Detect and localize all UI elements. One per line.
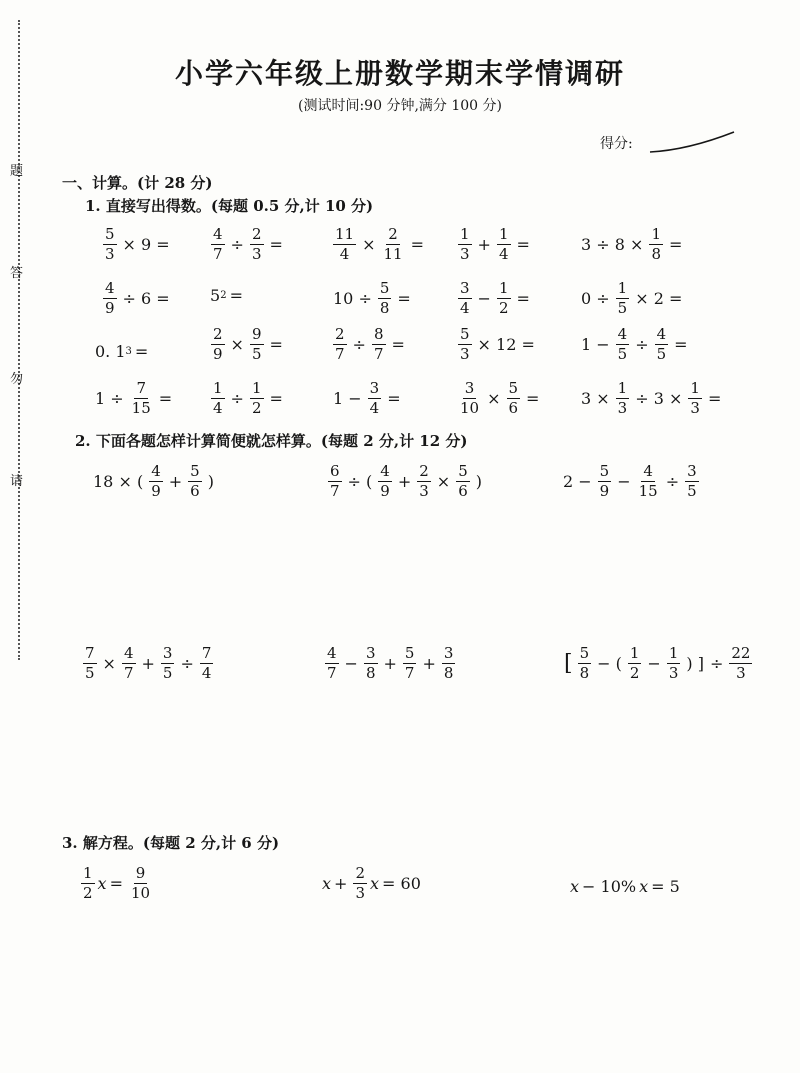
operator: × xyxy=(230,334,244,354)
calc-item xyxy=(92,380,175,416)
numerator: 5 xyxy=(579,644,590,662)
operator: ÷ xyxy=(230,234,244,254)
numerator: 9 xyxy=(251,325,262,343)
denominator: 8 xyxy=(379,298,390,317)
operator: + xyxy=(383,653,397,673)
calc-item xyxy=(100,280,173,316)
fraction xyxy=(688,380,702,416)
numerator: 4 xyxy=(617,325,628,343)
numerator: 2 xyxy=(388,225,398,243)
operator: ÷ xyxy=(635,334,649,354)
numerator: 3 xyxy=(687,462,697,480)
calc-item xyxy=(208,380,286,416)
calc-item xyxy=(208,326,286,362)
calc-item xyxy=(455,380,542,416)
denominator: 8 xyxy=(579,663,590,682)
fraction xyxy=(497,226,511,262)
margin-char: 请 xyxy=(10,474,24,489)
denominator: 3 xyxy=(460,244,470,263)
numerator: 5 xyxy=(379,279,390,297)
calc-item xyxy=(208,226,286,262)
numerator: 3 xyxy=(443,644,454,662)
denominator: 15 xyxy=(131,398,151,417)
fraction xyxy=(83,645,97,681)
denominator: 5 xyxy=(656,344,667,363)
denominator: 8 xyxy=(365,663,376,682)
denominator: 3 xyxy=(736,663,746,682)
fraction xyxy=(368,380,382,416)
question-heading: 1. 直接写出得数。(每题 0.5 分,计 10 分) xyxy=(85,197,374,215)
score-label: 得分: xyxy=(600,136,633,152)
equation-item xyxy=(78,865,155,901)
numerator: 5 xyxy=(460,325,470,343)
operator: 1 − xyxy=(333,388,362,408)
variable: x xyxy=(322,873,332,893)
numerator: 9 xyxy=(135,864,146,882)
denominator: 9 xyxy=(105,298,115,317)
operator: + xyxy=(168,471,183,491)
operator: = xyxy=(229,286,243,305)
operator: × xyxy=(487,388,501,408)
question-heading: 2. 下面各题怎样计算简便就怎样算。(每题 2 分,计 12 分) xyxy=(75,432,468,450)
fraction xyxy=(130,380,153,416)
denominator: 8 xyxy=(443,663,454,682)
operator: 10 ÷ xyxy=(333,288,372,308)
operator: ÷ 3 × xyxy=(635,388,683,408)
numerator: 4 xyxy=(213,225,223,243)
exam-subtitle: (测试时间:90 分钟,满分 100 分) xyxy=(298,98,502,114)
operator: = 60 xyxy=(382,873,421,893)
numerator: 1 xyxy=(651,225,661,243)
numerator: 5 xyxy=(508,379,519,397)
numerator: 1 xyxy=(251,379,262,397)
fraction xyxy=(103,226,117,262)
fraction xyxy=(81,865,95,901)
denominator: 3 xyxy=(617,398,628,417)
operator: = xyxy=(391,334,405,354)
calc-item xyxy=(90,463,217,499)
fraction xyxy=(616,280,630,316)
question-heading: 3. 解方程。(每题 2 分,计 6 分) xyxy=(62,834,280,852)
fraction xyxy=(103,280,117,316)
denominator: 7 xyxy=(404,663,415,682)
numerator: 1 xyxy=(629,644,640,662)
denominator: 9 xyxy=(380,481,390,500)
denominator: 10 xyxy=(130,883,151,902)
operator: − xyxy=(477,288,491,308)
variable: x xyxy=(97,873,107,893)
numerator: 8 xyxy=(373,325,384,343)
fraction xyxy=(729,645,752,681)
operator: = xyxy=(410,234,424,254)
fraction xyxy=(372,326,386,362)
numerator: 3 xyxy=(464,379,475,397)
fraction xyxy=(122,645,136,681)
denominator: 8 xyxy=(651,244,661,263)
calc-item xyxy=(578,326,691,362)
fraction xyxy=(129,865,152,901)
fraction xyxy=(325,645,339,681)
operator: + xyxy=(397,471,412,491)
fraction xyxy=(333,226,356,262)
denominator: 9 xyxy=(213,344,223,363)
operator: 18 × ( xyxy=(93,471,144,491)
binding-margin-dots xyxy=(18,20,20,660)
denominator: 15 xyxy=(638,481,658,500)
fraction xyxy=(250,326,264,362)
numerator: 1 xyxy=(83,864,93,882)
fraction xyxy=(378,280,392,316)
numerator: 5 xyxy=(190,462,200,480)
operator: = xyxy=(674,334,688,354)
fraction xyxy=(458,326,472,362)
denominator: 7 xyxy=(373,344,384,363)
denominator: 6 xyxy=(458,481,468,500)
denominator: 3 xyxy=(460,344,470,363)
operator: ÷ xyxy=(665,471,680,491)
power-base: 5 xyxy=(210,286,221,305)
margin-char: 题 xyxy=(10,164,24,179)
denominator: 5 xyxy=(687,481,697,500)
denominator: 7 xyxy=(335,344,345,363)
numerator: 11 xyxy=(335,225,355,243)
fraction xyxy=(353,865,367,901)
variable: x xyxy=(639,877,649,896)
operator: = xyxy=(387,388,401,408)
denominator: 3 xyxy=(419,481,429,500)
numerator: 7 xyxy=(85,644,95,662)
operator: ÷ 6 = xyxy=(122,288,170,308)
denominator: 5 xyxy=(617,298,628,317)
denominator: 9 xyxy=(599,481,610,500)
numerator: 4 xyxy=(151,462,161,480)
operator: = xyxy=(668,234,683,254)
calc-item xyxy=(578,380,724,416)
power-exponent: 2 xyxy=(220,290,227,301)
fraction xyxy=(250,226,264,262)
numerator: 5 xyxy=(599,462,610,480)
fraction xyxy=(458,380,481,416)
operator: = xyxy=(109,873,123,893)
fraction xyxy=(507,380,521,416)
operator: ) ] xyxy=(686,653,704,673)
power-exponent: 3 xyxy=(125,346,132,357)
operator: ÷ xyxy=(180,653,194,673)
fraction xyxy=(364,645,378,681)
calc-item xyxy=(455,280,533,316)
fraction xyxy=(578,645,592,681)
margin-char: 答 xyxy=(10,266,24,281)
operator: × 12 = xyxy=(477,334,535,354)
numerator: 3 xyxy=(369,379,380,397)
numerator: 5 xyxy=(458,462,468,480)
fraction xyxy=(497,280,511,316)
operator: 2 − xyxy=(563,471,592,491)
denominator: 3 xyxy=(690,398,700,417)
operator: ) xyxy=(475,471,482,491)
operator: = xyxy=(707,388,722,408)
numerator: 1 xyxy=(617,279,628,297)
fraction xyxy=(211,326,225,362)
variable: x xyxy=(369,873,380,893)
operator: × 9 = xyxy=(122,234,170,254)
calc-item xyxy=(562,645,755,681)
numerator: 4 xyxy=(380,462,390,480)
fraction xyxy=(637,463,660,499)
power-base: 0. 1 xyxy=(95,342,126,361)
numerator: 1 xyxy=(690,379,700,397)
fraction xyxy=(458,280,472,316)
operator: × xyxy=(436,471,451,491)
numerator: 2 xyxy=(355,864,365,882)
fraction xyxy=(616,380,630,416)
numerator: 5 xyxy=(105,225,115,243)
numerator: 3 xyxy=(460,279,470,297)
calc-item xyxy=(455,226,533,262)
fraction xyxy=(188,463,202,499)
fraction xyxy=(328,463,342,499)
denominator: 2 xyxy=(251,398,262,417)
operator: + xyxy=(334,873,348,893)
numerator: 4 xyxy=(105,279,115,297)
calc-item xyxy=(330,280,414,316)
denominator: 11 xyxy=(383,244,403,263)
score-line xyxy=(648,128,738,158)
calc-item xyxy=(95,342,151,361)
fraction xyxy=(211,380,225,416)
denominator: 10 xyxy=(460,398,480,417)
denominator: 5 xyxy=(617,344,628,363)
numerator: 6 xyxy=(330,462,340,480)
operator: = xyxy=(516,234,530,254)
numerator: 3 xyxy=(162,644,173,662)
operator: 0 ÷ xyxy=(581,288,610,308)
fraction xyxy=(456,463,470,499)
numerator: 2 xyxy=(251,225,262,243)
operator: ÷ xyxy=(709,653,724,673)
denominator: 4 xyxy=(201,663,212,682)
denominator: 7 xyxy=(123,663,134,682)
calc-item xyxy=(578,280,685,316)
fraction xyxy=(442,645,456,681)
denominator: 3 xyxy=(251,244,262,263)
page-title: 小学六年级上册数学期末学情调研 xyxy=(174,57,625,90)
denominator: 4 xyxy=(460,298,470,317)
calc-item xyxy=(578,226,685,262)
numerator: 2 xyxy=(213,325,223,343)
fraction xyxy=(161,645,175,681)
fraction xyxy=(250,380,264,416)
numerator: 5 xyxy=(404,644,415,662)
operator: + xyxy=(477,234,491,254)
operator: × 2 = xyxy=(635,288,683,308)
calc-item xyxy=(455,326,538,362)
denominator: 5 xyxy=(251,344,262,363)
operator: ÷ xyxy=(230,388,244,408)
numerator: 7 xyxy=(136,379,146,397)
operator: = xyxy=(269,388,283,408)
fraction xyxy=(200,645,214,681)
calc-item xyxy=(322,645,458,681)
operator: = xyxy=(397,288,411,308)
operator: − ( xyxy=(597,653,622,673)
operator: ) xyxy=(207,471,214,491)
numerator: 7 xyxy=(201,644,212,662)
operator: − 10% xyxy=(582,877,637,896)
numerator: 4 xyxy=(656,325,667,343)
operator: ÷ xyxy=(352,334,366,354)
fraction xyxy=(211,226,225,262)
fraction xyxy=(417,463,431,499)
calc-item xyxy=(330,380,404,416)
operator: = xyxy=(269,234,283,254)
calc-item xyxy=(330,226,427,262)
denominator: 3 xyxy=(105,244,115,263)
operator: − xyxy=(344,653,358,673)
fraction xyxy=(685,463,699,499)
numerator: 2 xyxy=(335,325,345,343)
operator: × xyxy=(362,234,376,254)
numerator: 2 xyxy=(419,462,429,480)
calc-item xyxy=(325,463,485,499)
fraction xyxy=(616,326,630,362)
operator: 1 − xyxy=(581,334,610,354)
denominator: 4 xyxy=(213,398,223,417)
fraction xyxy=(649,226,663,262)
equation-item xyxy=(570,877,683,896)
numerator: 22 xyxy=(731,644,751,662)
operator: + xyxy=(422,653,436,673)
denominator: 7 xyxy=(213,244,223,263)
fraction xyxy=(382,226,405,262)
operator: = 5 xyxy=(651,877,680,896)
denominator: 6 xyxy=(508,398,519,417)
calc-item xyxy=(80,645,216,681)
numerator: 1 xyxy=(213,379,223,397)
fraction xyxy=(378,463,392,499)
calc-item xyxy=(330,326,408,362)
fraction xyxy=(149,463,163,499)
numerator: 3 xyxy=(365,644,376,662)
operator: ÷ ( xyxy=(347,471,373,491)
operator: × xyxy=(102,653,116,673)
denominator: 2 xyxy=(83,883,93,902)
numerator: 1 xyxy=(498,225,509,243)
numerator: 4 xyxy=(643,462,653,480)
operator: = xyxy=(134,342,149,361)
fraction xyxy=(667,645,681,681)
operator: + xyxy=(141,653,155,673)
margin-char: 勿 xyxy=(10,372,24,387)
operator: 3 ÷ 8 × xyxy=(581,234,644,254)
fraction xyxy=(655,326,669,362)
denominator: 7 xyxy=(327,663,337,682)
variable: x xyxy=(570,877,580,896)
denominator: 6 xyxy=(190,481,200,500)
numerator: 1 xyxy=(460,225,470,243)
fraction xyxy=(598,463,612,499)
operator: − xyxy=(617,471,631,491)
operator: = xyxy=(158,388,173,408)
equation-item xyxy=(322,865,424,901)
denominator: 5 xyxy=(162,663,173,682)
bracket: [ xyxy=(564,650,573,676)
fraction xyxy=(458,226,472,262)
operator: 3 × xyxy=(581,388,610,408)
fraction xyxy=(628,645,642,681)
calc-item xyxy=(100,226,173,262)
operator: = xyxy=(516,288,530,308)
denominator: 3 xyxy=(355,883,365,902)
numerator: 4 xyxy=(327,644,337,662)
section-heading: 一、计算。(计 28 分) xyxy=(62,174,213,192)
denominator: 4 xyxy=(369,398,380,417)
calc-item xyxy=(560,463,702,499)
denominator: 9 xyxy=(151,481,161,500)
operator: − xyxy=(647,653,661,673)
numerator: 1 xyxy=(668,644,679,662)
numerator: 4 xyxy=(123,644,134,662)
denominator: 4 xyxy=(339,244,350,263)
denominator: 2 xyxy=(629,663,640,682)
denominator: 2 xyxy=(498,298,509,317)
operator: = xyxy=(526,388,540,408)
operator: 1 ÷ xyxy=(95,388,124,408)
denominator: 3 xyxy=(668,663,679,682)
numerator: 1 xyxy=(617,379,628,397)
denominator: 5 xyxy=(85,663,95,682)
fraction xyxy=(403,645,417,681)
numerator: 1 xyxy=(498,279,509,297)
fraction xyxy=(333,326,347,362)
denominator: 7 xyxy=(330,481,340,500)
calc-item xyxy=(210,286,246,305)
operator: = xyxy=(269,334,283,354)
denominator: 4 xyxy=(498,244,509,263)
